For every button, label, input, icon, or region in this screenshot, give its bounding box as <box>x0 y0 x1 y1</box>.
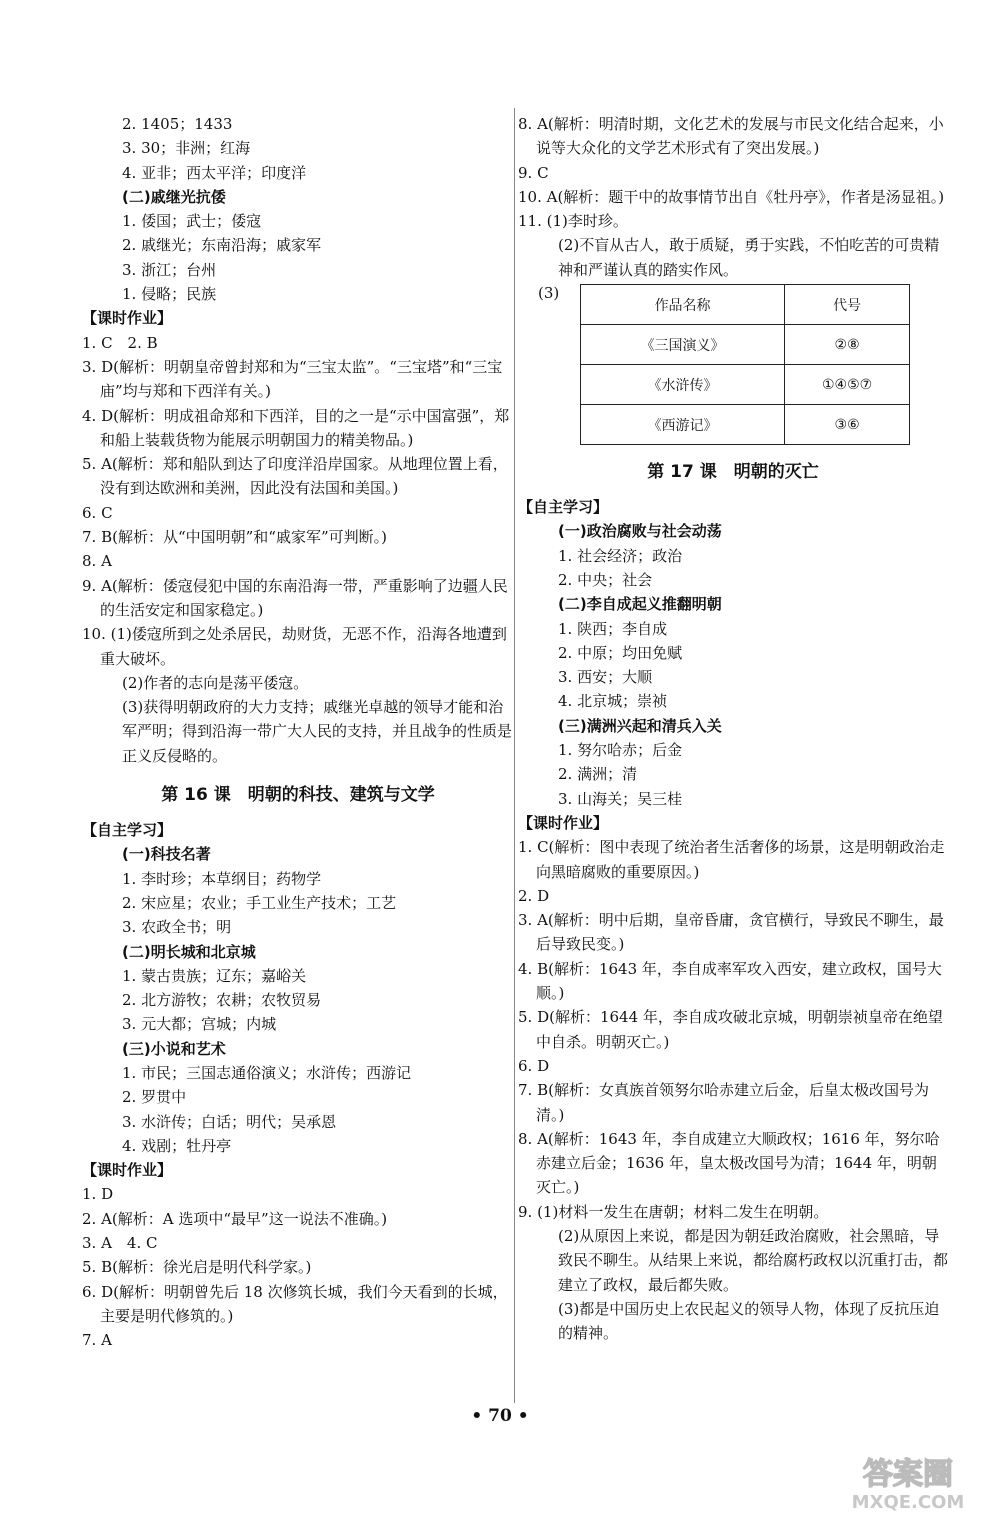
answer-item: 8. A <box>82 552 112 571</box>
table-cell: 《三国演义》 <box>581 325 785 365</box>
answer-item: 7. B(解析：从“中国明朝”和“戚家军”可判断。) <box>82 528 387 547</box>
section-heading: 【课时作业】 <box>82 1161 173 1180</box>
answer-line: 1. 李时珍；本草纲目；药物学 <box>122 869 322 888</box>
table-header: 作品名称 <box>581 285 785 325</box>
answer-item: 10. (1)倭寇所到之处杀居民，劫财货，无恶不作，沿海各地遭到重大破坏。 <box>82 625 507 668</box>
answer-line: 3. 水浒传；白话；明代；吴承恩 <box>122 1112 337 1131</box>
answer-line: 4. 戏剧；牡丹亭 <box>122 1136 232 1155</box>
answer-line: 3. 西安；大顺 <box>558 668 653 687</box>
answer-item: 9. A(解析：倭寇侵犯中国的东南沿海一带，严重影响了边疆人民的生活安定和国家稳定。) <box>82 576 508 619</box>
answer-item: 4. B(解析：1643 年，李自成率军攻入西安，建立政权，国号大顺。) <box>518 959 942 1003</box>
answer-item: 9. C <box>518 163 549 182</box>
answer-item: 11. (1)李时珍。 <box>518 212 628 231</box>
table-label: (3) <box>538 284 560 303</box>
answer-item: 10. A(解析：题干中的故事情节出自《牡丹亭》，作者是汤显祖。) <box>518 187 945 206</box>
table-row <box>581 405 910 445</box>
section-heading: 【自主学习】 <box>82 821 173 840</box>
answer-item: 6. D <box>518 1056 550 1075</box>
answer-line: 3. 30；非洲；红海 <box>122 139 251 158</box>
table-cell: 《水浒传》 <box>581 365 785 405</box>
answer-line: 1. 倭国；武士；倭寇 <box>122 212 262 231</box>
answer-item: 5. D(解析：1644 年，李自成攻破北京城，明朝崇祯皇帝在绝望中自杀。明朝灭亡。) <box>518 1008 943 1051</box>
answer-line: 1. 蒙古贵族；辽东；嘉峪关 <box>122 966 307 985</box>
answer-line: 1. 努尔哈赤；后金 <box>558 741 683 760</box>
works-table-block <box>518 284 948 445</box>
subsection-heading: (三)满洲兴起和清兵入关 <box>558 716 722 735</box>
answer-line: 2. 罗贯中 <box>122 1088 187 1107</box>
answer-item: 3. D(解析：明朝皇帝曾封郑和为“三宝太监”。“三宝塔”和“三宝庙”均与郑和下西洋有关。) <box>82 357 503 401</box>
watermark-text-en: MXQE.COM <box>851 1492 965 1513</box>
right-column <box>518 112 948 1345</box>
left-column <box>82 112 514 1353</box>
table-header-row <box>581 285 910 325</box>
section-heading: 【课时作业】 <box>518 813 609 832</box>
subsection-heading: (三)小说和艺术 <box>122 1039 226 1058</box>
answer-item: 7. A <box>82 1331 112 1350</box>
table-cell: 《西游记》 <box>581 405 785 445</box>
subsection-heading: (二)李自成起义推翻明朝 <box>558 595 722 614</box>
subsection-heading: (二)明长城和北京城 <box>122 942 256 961</box>
column-divider <box>514 108 515 1403</box>
answer-line: 1. 市民；三国志通俗演义；水浒传；西游记 <box>122 1063 412 1082</box>
answer-item: 3. A 4. C <box>82 1234 158 1253</box>
table-cell: ②⑧ <box>785 325 910 365</box>
answer-line: 3. 浙江；台州 <box>122 260 217 279</box>
page-number: • 70 • <box>471 1406 529 1426</box>
answer-line: 2. 中原；均田免赋 <box>558 643 683 662</box>
answer-subitem: (2)作者的志向是荡平倭寇。 <box>122 673 309 692</box>
answer-subitem: (2)不盲从古人，敢于质疑，勇于实践，不怕吃苦的可贵精神和严谨认真的踏实作风。 <box>558 236 940 279</box>
table-cell: ①④⑤⑦ <box>785 365 910 405</box>
answer-item: 2. A(解析：A 选项中“最早”这一说法不准确。) <box>82 1209 388 1228</box>
answer-line: 2. 戚继光；东南沿海；戚家军 <box>122 236 322 255</box>
answer-line: 4. 亚非；西太平洋；印度洋 <box>122 163 307 182</box>
answer-line: 4. 北京城；崇祯 <box>558 692 668 711</box>
section-heading: 【课时作业】 <box>82 309 173 328</box>
subsection-heading: (二)戚继光抗倭 <box>122 187 226 206</box>
answer-item: 7. B(解析：女真族首领努尔哈赤建立后金，后皇太极改国号为清。) <box>518 1081 929 1124</box>
answer-item: 8. A(解析：1643 年，李自成建立大顺政权；1616 年，努尔哈赤建立后金；1636 年，皇太极改国号为清；1644 年，明朝灭亡。) <box>518 1129 940 1197</box>
answer-item: 4. D(解析：明成祖命郑和下西洋，目的之一是“示中国富强”，郑和船上装载货物为能展示明朝国力的精美物品。) <box>82 406 510 449</box>
answer-subitem: (3)获得明朝政府的大力支持；戚继光卓越的领导才能和治军严明；得到沿海一带广大人民的支持，并且战争的性质是正义反侵略的。 <box>122 698 513 765</box>
answer-line: 3. 农政全书；明 <box>122 918 232 937</box>
table-row <box>581 365 910 405</box>
watermark-text-cn: 答案圈 <box>863 1457 953 1492</box>
answer-line: 1. 陕西；李自成 <box>558 619 668 638</box>
answer-item: 1. C 2. B <box>82 333 158 352</box>
answer-item: 6. D(解析：明朝曾先后 18 次修筑长城，我们今天看到的长城，主要是明代修筑的。) <box>82 1282 508 1325</box>
answer-subitem: (2)从原因上来说，都是因为朝廷政治腐败，社会黑暗，导致民不聊生。从结果上来说，都给腐朽政权以沉重打击，都建立了政权，最后都失败。 <box>558 1226 949 1294</box>
answer-item: 2. D <box>518 886 550 905</box>
works-table <box>580 284 910 445</box>
answer-item: 8. A(解析：明清时期，文化艺术的发展与市民文化结合起来，小说等大众化的文学艺术形式有了突出发展。) <box>518 115 944 158</box>
section-heading: 【自主学习】 <box>518 498 609 517</box>
answer-item: 5. A(解析：郑和船队到达了印度洋沿岸国家。从地理位置上看，没有到达欧洲和美洲，因此没有法国和美国。) <box>82 455 508 498</box>
answer-line: 2. 满洲；清 <box>558 765 638 784</box>
answer-item: 1. C(解析：图中表现了统治者生活奢侈的场景，这是明朝政治走向黑暗腐败的重要原因。) <box>518 838 945 881</box>
table-row <box>581 325 910 365</box>
answer-line: 1. 社会经济；政治 <box>558 546 683 565</box>
answer-item: 6. C <box>82 503 113 522</box>
answer-subitem: (3)都是中国历史上农民起义的领导人物，体现了反抗压迫的精神。 <box>558 1299 940 1343</box>
answer-item: 3. A(解析：明中后期，皇帝昏庸，贪官横行，导致民不聊生，最后导致民变。) <box>518 911 944 954</box>
answer-item: 9. (1)材料一发生在唐朝；材料二发生在明朝。 <box>518 1202 829 1221</box>
table-cell: ③⑥ <box>785 405 910 445</box>
answer-line: 2. 宋应星；农业；手工业生产技术；工艺 <box>122 893 397 912</box>
answer-item: 1. D <box>82 1185 114 1204</box>
table-header: 代号 <box>785 285 910 325</box>
lesson-title: 第 17 课 明朝的灭亡 <box>647 462 819 483</box>
answer-line: 2. 1405；1433 <box>122 115 233 133</box>
watermark-logo <box>828 1452 988 1514</box>
answer-line: 3. 元大都；宫城；内城 <box>122 1015 277 1034</box>
subsection-heading: (一)政治腐败与社会动荡 <box>558 522 722 541</box>
answer-line: 2. 北方游牧；农耕；农牧贸易 <box>122 991 322 1010</box>
answer-line: 2. 中央；社会 <box>558 570 653 589</box>
answer-line: 3. 山海关；吴三桂 <box>558 789 683 808</box>
answer-line: 1. 侵略；民族 <box>122 285 217 304</box>
subsection-heading: (一)科技名著 <box>122 845 211 864</box>
lesson-title: 第 16 课 明朝的科技、建筑与文学 <box>161 785 435 806</box>
answer-item: 5. B(解析：徐光启是明代科学家。) <box>82 1258 312 1277</box>
